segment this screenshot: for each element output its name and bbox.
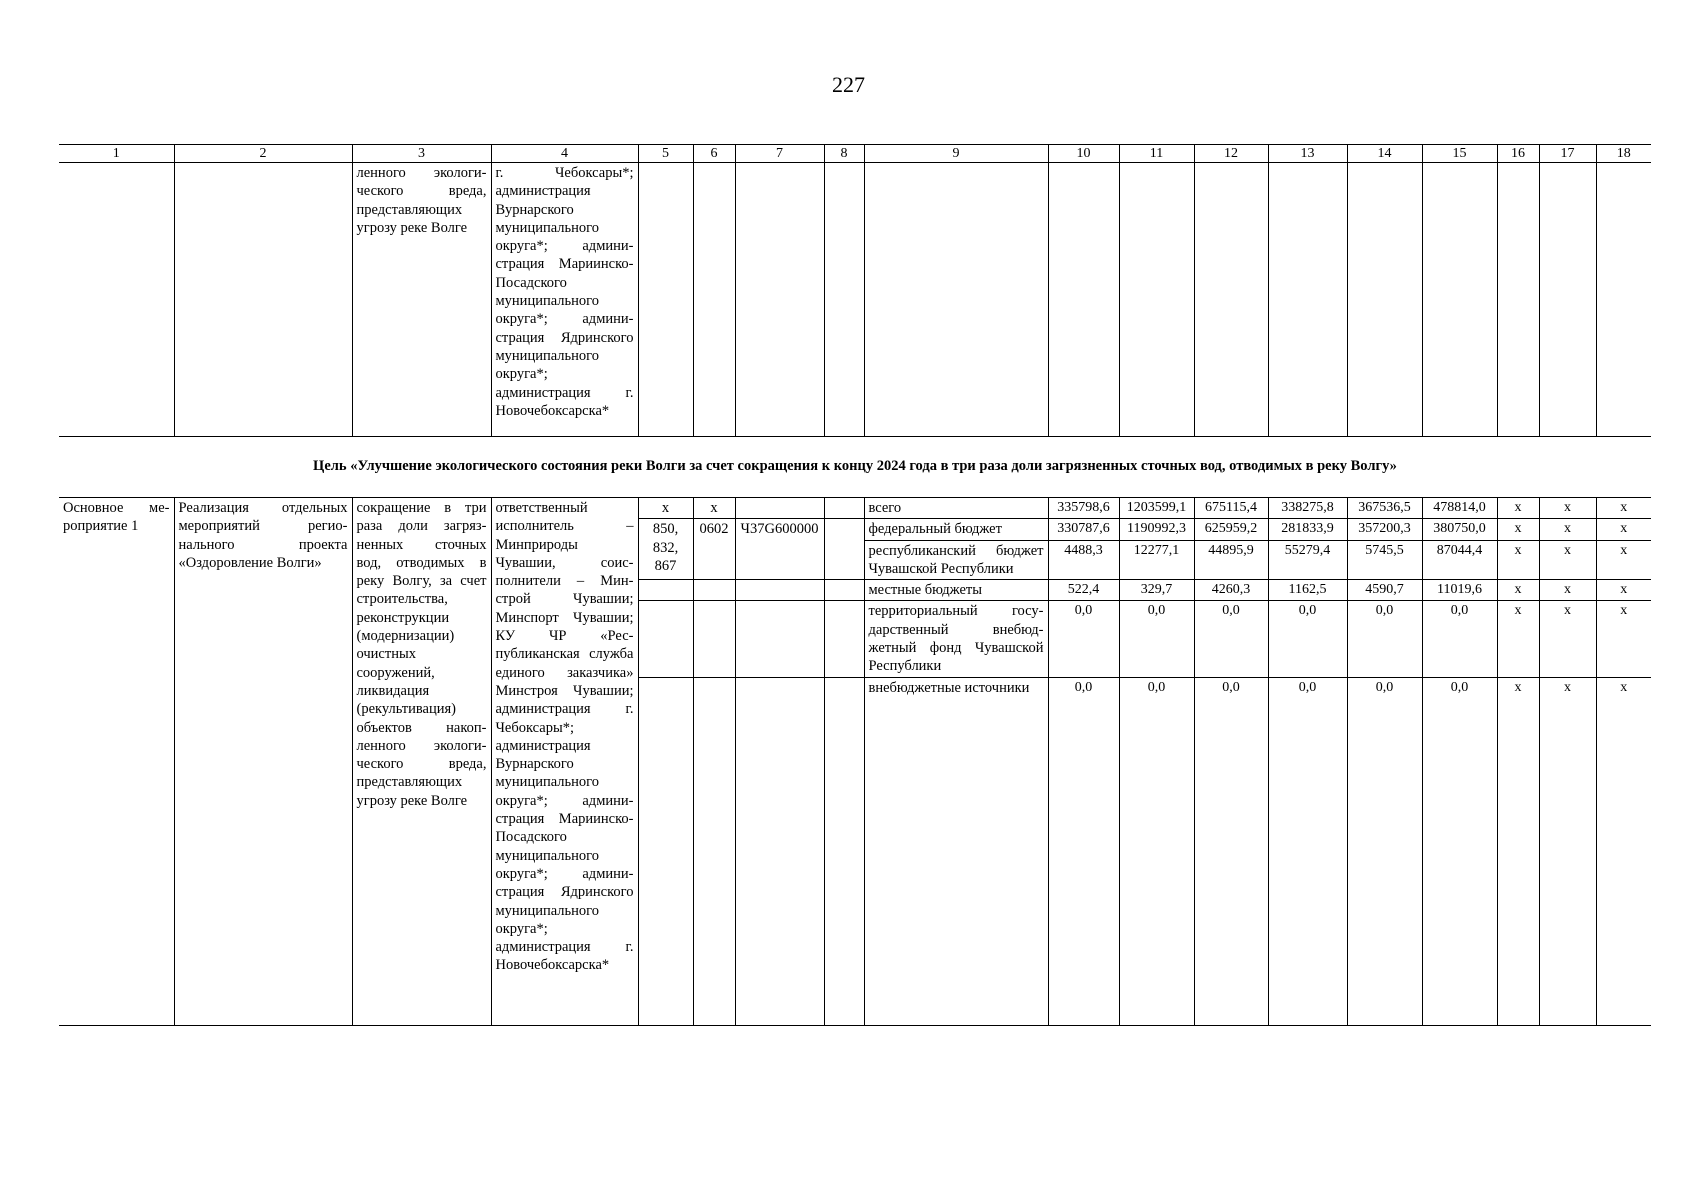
cell-value: 357200,3 [1347, 519, 1422, 540]
cell-value: 338275,8 [1268, 498, 1347, 519]
header-cell: 13 [1268, 145, 1347, 163]
cell-executor: ответственный исполнитель – Минприроды Чувашии, соисполнители – Минстрой Чувашии; Минспорт Чувашии; КУ ЧР «Республиканская служба единого заказчика» Минстроя Чувашии; администрация г. Чебоксары*; администрация Вурнарского муниципального округа*; администрация Мариинско-Посадского муниципального округа*; администрация Ядринского муниципального округа*; администрация г. Новочебоксарска* [491, 498, 638, 1026]
cell-funding-source: федеральный бюджет [864, 519, 1048, 540]
cell-funding-source: республиканский бюджет Чувашской Республики [864, 540, 1048, 580]
cell-value: 1162,5 [1268, 580, 1347, 601]
cell-value: x [1596, 519, 1651, 540]
cell-value: 0,0 [1194, 601, 1268, 677]
cell-funding-source: территориальный государственный внебюджетный фонд Чувашской Республики [864, 601, 1048, 677]
header-row [59, 145, 1651, 163]
cell-value: 1203599,1 [1119, 498, 1194, 519]
cell-funding-source: внебюджетные источники [864, 677, 1048, 1025]
cell-value: 87044,4 [1422, 540, 1497, 580]
header-cell: 4 [491, 145, 638, 163]
cell-value: 335798,6 [1048, 498, 1119, 519]
cell-value: x [1539, 498, 1596, 519]
header-cell: 6 [693, 145, 735, 163]
cell-value: 5745,5 [1347, 540, 1422, 580]
cell-value: x [1596, 580, 1651, 601]
cell-value: 0,0 [1268, 677, 1347, 1025]
cell-value: 4590,7 [1347, 580, 1422, 601]
cell-grbs: x [638, 498, 693, 519]
header-cell: 5 [638, 145, 693, 163]
cell-csr: Ч37G600000 [735, 519, 824, 580]
cell-value: 0,0 [1119, 677, 1194, 1025]
cell-value: x [1596, 540, 1651, 580]
cell-value: x [1539, 519, 1596, 540]
cell-value: 1190992,3 [1119, 519, 1194, 540]
cell-executor: г. Чебоксары*; администрация Вурнарского муниципального округа*; администрация Мариинско-Посадского муниципального округа*; администрация Ядринского муниципального округа*; администрация г. Новочебоксарска* [491, 163, 638, 437]
cell-value: x [1497, 677, 1539, 1025]
cell-task: ленного экологического вреда, представляющих угрозу реке Волге [352, 163, 491, 437]
cell-value: x [1497, 580, 1539, 601]
cell-value: 0,0 [1347, 601, 1422, 677]
cell-value: 522,4 [1048, 580, 1119, 601]
cell-value: 0,0 [1347, 677, 1422, 1025]
table-main [59, 497, 1651, 1026]
cell-value: 478814,0 [1422, 498, 1497, 519]
cell-value: 4488,3 [1048, 540, 1119, 580]
header-cell: 11 [1119, 145, 1194, 163]
cell-value: 55279,4 [1268, 540, 1347, 580]
cell-value: 330787,6 [1048, 519, 1119, 540]
cell-grbs: 850, 832, 867 [638, 519, 693, 580]
cell-value: 4260,3 [1194, 580, 1268, 601]
cell-task: сокращение в три раза доли загрязненных сточных вод, отводимых в реку Волгу, за счет строительства, реконструкции (модернизации) очистных сооружений, ликвидация (рекультивация) объектов накопленного экологического вреда, представляющих угрозу реке Волге [352, 498, 491, 1026]
cell-value: 44895,9 [1194, 540, 1268, 580]
cell-value: 0,0 [1422, 677, 1497, 1025]
cell-value: x [1497, 498, 1539, 519]
header-cell: 17 [1539, 145, 1596, 163]
header-cell: 15 [1422, 145, 1497, 163]
cell-value: x [1596, 677, 1651, 1025]
cell-value: x [1596, 601, 1651, 677]
cell-funding-source: местные бюджеты [864, 580, 1048, 601]
cell-value: 367536,5 [1347, 498, 1422, 519]
cell-rzpr: 0602 [693, 519, 735, 580]
cell-value: 675115,4 [1194, 498, 1268, 519]
cell-event-name: Реализация отдельных мероприятий регионального проекта «Оздоровление Волги» [174, 498, 352, 1026]
cell-value: 380750,0 [1422, 519, 1497, 540]
header-cell: 18 [1596, 145, 1651, 163]
cell-value: 11019,6 [1422, 580, 1497, 601]
table-row [59, 163, 1651, 437]
page-number: 227 [832, 72, 865, 97]
cell-value: 625959,2 [1194, 519, 1268, 540]
cell-value: x [1539, 580, 1596, 601]
cell-value: 0,0 [1194, 677, 1268, 1025]
table-row [59, 498, 1651, 519]
cell-event-number: Основное мероприятие 1 [59, 498, 174, 1026]
header-cell: 10 [1048, 145, 1119, 163]
cell-value: x [1497, 519, 1539, 540]
header-cell: 16 [1497, 145, 1539, 163]
cell-value: x [1497, 601, 1539, 677]
header-cell: 9 [864, 145, 1048, 163]
header-cell: 3 [352, 145, 491, 163]
header-cell: 1 [59, 145, 174, 163]
header-cell: 2 [174, 145, 352, 163]
cell-value: x [1539, 601, 1596, 677]
cell-rzpr: x [693, 498, 735, 519]
cell-value: x [1596, 498, 1651, 519]
cell-value: 12277,1 [1119, 540, 1194, 580]
cell-value: 0,0 [1048, 677, 1119, 1025]
cell-value: 0,0 [1268, 601, 1347, 677]
header-cell: 8 [824, 145, 864, 163]
cell-value: 0,0 [1048, 601, 1119, 677]
goal-heading: Цель «Улучшение экологического состояния реки Волги за счет сокращения к концу 2024 года в три раза доли загрязненных сточных вод, отводимых в реку Волгу» [313, 458, 1397, 474]
cell-funding-source: всего [864, 498, 1048, 519]
cell-value: 281833,9 [1268, 519, 1347, 540]
header-cell: 14 [1347, 145, 1422, 163]
header-cell: 12 [1194, 145, 1268, 163]
header-cell: 7 [735, 145, 824, 163]
table-continued [59, 144, 1651, 437]
cell-value: x [1539, 540, 1596, 580]
cell-value: 329,7 [1119, 580, 1194, 601]
cell-value: 0,0 [1422, 601, 1497, 677]
cell-value: x [1497, 540, 1539, 580]
cell-value: x [1539, 677, 1596, 1025]
cell-value: 0,0 [1119, 601, 1194, 677]
